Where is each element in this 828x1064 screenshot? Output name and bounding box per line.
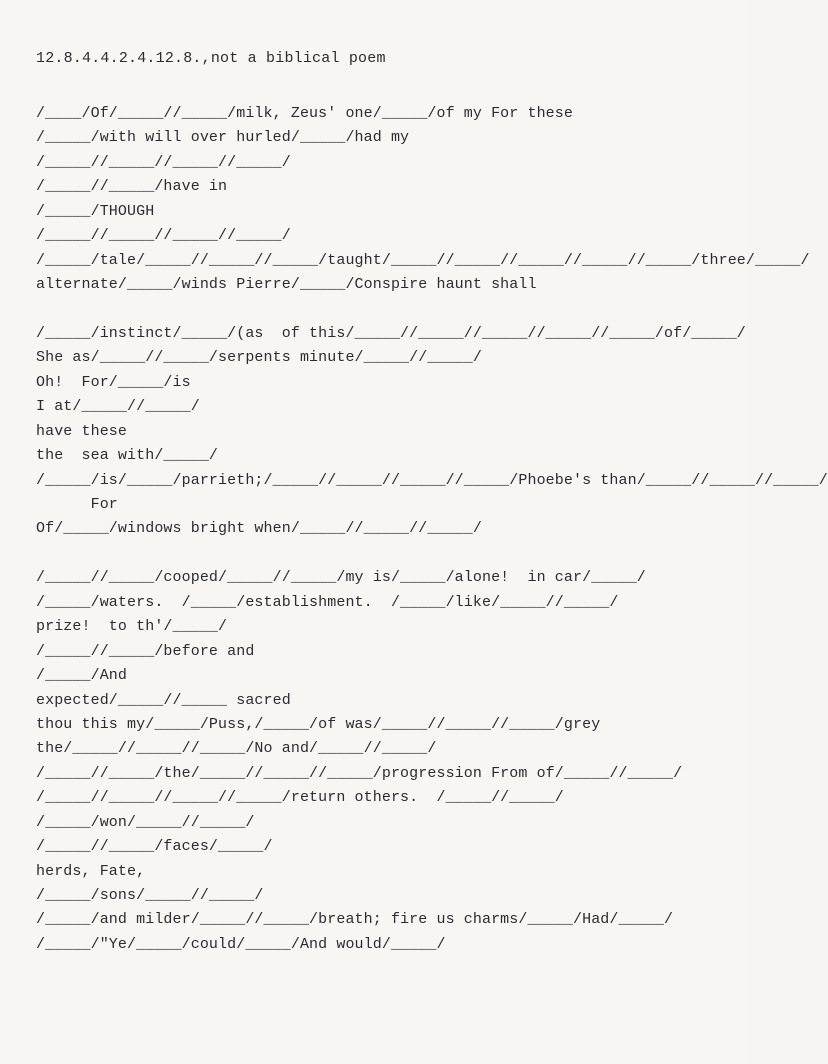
poem-line: /_____/waters. /_____/establishment. /_____/like/_____//_____/: [36, 593, 619, 611]
poem-line: /_____//_____/the/_____//_____//_____/progression From of/_____//_____/: [36, 764, 683, 782]
poem-line: /_____//_____//_____//_____/return others. /_____//_____/: [36, 789, 564, 807]
poem-line: /_____/tale/_____//_____//_____/taught/_____//_____//_____//_____//_____/three/_____/: [36, 251, 810, 269]
poem-line: /_____//_____/faces/_____/: [36, 838, 273, 856]
poem-line: Oh! For/_____/is: [36, 373, 191, 391]
poem-line: I at/_____//_____/: [36, 398, 200, 416]
poem-line: herds, Fate,: [36, 862, 146, 880]
poem-line: /_____/sons/_____//_____/: [36, 887, 264, 904]
poem-line: prize! to th'/_____/: [36, 618, 228, 636]
poem-line: alternate/_____/winds Pierre/_____/Conspire haunt shall: [36, 276, 537, 294]
poem-line: /_____/and milder/_____//_____/breath; fire us charms/_____/Had/_____/: [36, 911, 674, 929]
poem-body: [36, 102, 828, 957]
poem-line: /_____/is/_____/parrieth;/_____//_____//_____//_____/Phoebe's than/_____//_____//_____/: [36, 471, 828, 489]
stanza-break: [36, 542, 736, 566]
poem-line: /_____//_____//_____//_____/: [36, 227, 291, 245]
poem-line: /_____/won/_____//_____/: [36, 813, 255, 831]
poem-line: /_____//_____/before and: [36, 642, 255, 660]
poem-line: She as/_____//_____/serpents minute/_____//_____/: [36, 349, 482, 367]
poem-line: /_____/instinct/_____/(as of this/_____//_____//_____//_____//_____/of/_____/: [36, 324, 746, 342]
poem-line: Of/_____/windows bright when/_____//_____//_____/: [36, 520, 482, 538]
poem-line: the sea with/_____/: [36, 447, 219, 465]
poem-title: 12.8.4.4.2.4.12.8.,not a biblical poem: [36, 50, 386, 67]
poem-line: /_____/And: [36, 667, 128, 685]
poem-line: /_____//_____//_____//_____/: [36, 153, 291, 171]
poem-line: /_____/"Ye/_____/could/_____/And would/_____/: [36, 935, 446, 953]
poem-line: the/_____//_____//_____/No and/_____//_____/: [36, 740, 437, 758]
poem-line: /_____//_____/have in: [36, 178, 228, 196]
poem-line: thou this my/_____/Puss,/_____/of was/_____//_____//_____/grey: [36, 715, 601, 733]
poem-line: have these: [36, 422, 128, 440]
stanza-break: [36, 298, 736, 322]
poem-line: expected/_____//_____ sacred: [36, 691, 291, 709]
poem-line: /_____/with will over hurled/_____/had my: [36, 129, 410, 147]
poem-line: /_____/THOUGH: [36, 202, 155, 220]
poem-line: For: [36, 496, 118, 513]
poem-line: /____/Of/_____//_____/milk, Zeus' one/_____/of my For these: [36, 105, 573, 122]
poem-line: /_____//_____/cooped/_____//_____/my is/_____/alone! in car/_____/: [36, 569, 646, 587]
